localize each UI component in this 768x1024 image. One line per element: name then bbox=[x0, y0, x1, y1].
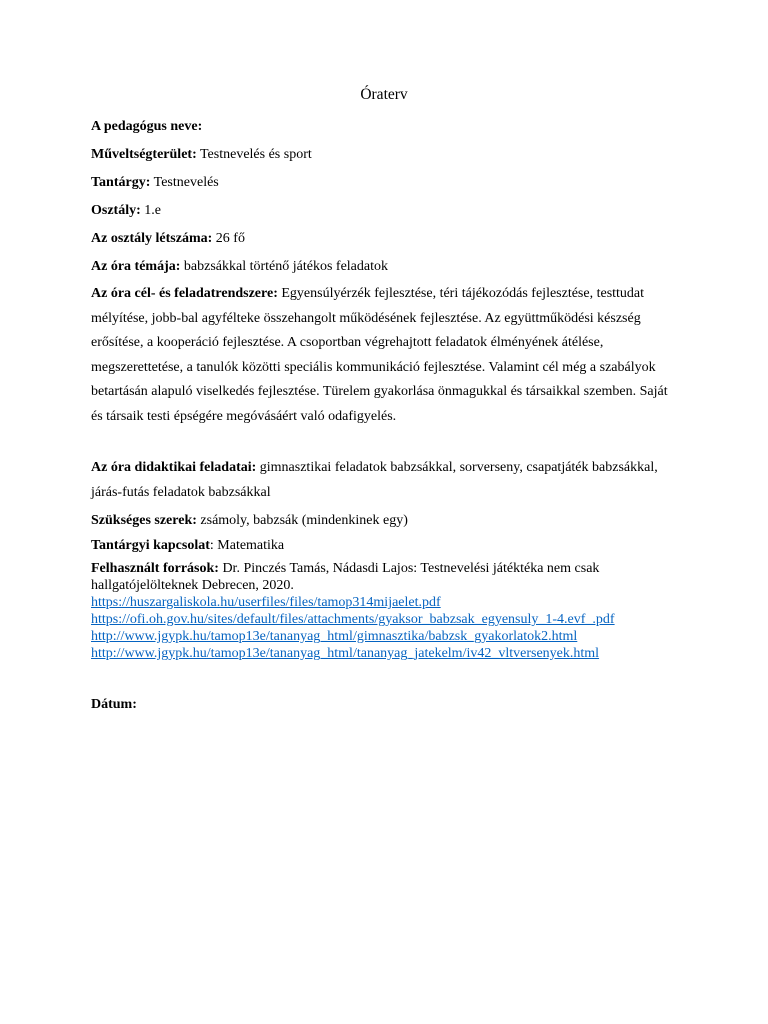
subject-area-field bbox=[91, 146, 681, 163]
didactic-tasks-paragraph bbox=[91, 456, 681, 505]
headcount-label: Az osztály létszáma: bbox=[91, 231, 213, 246]
lesson-goals-label: Az óra cél- és feladatrendszere: bbox=[91, 286, 278, 301]
teacher-name-field bbox=[91, 118, 681, 135]
equipment-field bbox=[91, 512, 681, 529]
headcount-value: 26 fő bbox=[215, 231, 245, 246]
class-value: 1.e bbox=[144, 203, 161, 218]
sources-value: Dr. Pinczés Tamás, Nádasdi Lajos: Testnevelési játéktéka nem csak hallgatójelölteknek Debrecen, 2020. bbox=[91, 561, 600, 593]
teacher-name-label: A pedagógus neve: bbox=[91, 119, 203, 134]
lesson-goals-value: Egyensúlyérzék fejlesztése, téri tájékozódás fejlesztése, testtudat mélyítése, jobb-bal agyfélteke összehangolt működésének fejlesztése. Az együttműködési készség erősítése, a kooperáció fejlesztése. A csoportban végrehajtott feladatok élményének átélése, megszerettetése, a tanulók közötti speciális kommunikáció fejlesztése. Valamint cél még a szabályok betartásán alapuló viselkedés fejlesztése. Türelem gyakorlása önmagukkal és társaikkal szemben. Saját és társaik testi épségére megóvásáért való odafigyelés. bbox=[91, 286, 668, 424]
subject-label: Tantárgy: bbox=[91, 175, 151, 190]
headcount-field bbox=[91, 230, 681, 247]
lesson-topic-value: babzsákkal történő játékos feladatok bbox=[183, 259, 388, 274]
sources-section bbox=[91, 560, 691, 662]
lesson-goals-paragraph bbox=[91, 282, 681, 429]
equipment-label: Szükséges szerek: bbox=[91, 513, 197, 528]
lesson-topic-label: Az óra témája: bbox=[91, 259, 181, 274]
lesson-topic-field bbox=[91, 258, 681, 275]
class-field bbox=[91, 202, 681, 219]
equipment-value: zsámoly, babzsák (mindenkinek egy) bbox=[200, 513, 408, 528]
subject-area-label: Műveltségterület: bbox=[91, 147, 197, 162]
class-label: Osztály: bbox=[91, 203, 141, 218]
date-field bbox=[91, 696, 681, 713]
source-link-3[interactable]: http://www.jgypk.hu/tamop13e/tananyag_html/gimnasztika/babzsk_gyakorlatok2.html bbox=[91, 629, 578, 644]
subject-area-value: Testnevelés és sport bbox=[199, 147, 312, 162]
subject-field bbox=[91, 174, 681, 191]
document-title: Óraterv bbox=[360, 86, 408, 103]
subject-relation-value: : Matematika bbox=[209, 538, 285, 553]
didactic-tasks-value: gimnasztikai feladatok babzsákkal, sorverseny, csapatjáték babzsákkal, járás-futás feladatok babzsákkal bbox=[91, 460, 658, 500]
sources-text bbox=[91, 560, 691, 594]
source-link-2[interactable]: https://ofi.oh.gov.hu/sites/default/files/attachments/gyaksor_babzsak_egyensuly_1-4.evf_.pdf bbox=[91, 612, 615, 627]
sources-label: Felhasznált források: bbox=[91, 561, 219, 576]
subject-value: Testnevelés bbox=[153, 175, 219, 190]
date-label: Dátum: bbox=[91, 697, 137, 712]
source-link-1[interactable]: https://huszargaliskola.hu/userfiles/files/tamop314mijaelet.pdf bbox=[91, 595, 441, 610]
didactic-tasks-label: Az óra didaktikai feladatai: bbox=[91, 460, 257, 475]
subject-relation-label: Tantárgyi kapcsolat bbox=[91, 538, 210, 553]
subject-relation-field bbox=[91, 537, 681, 554]
source-link-4[interactable]: http://www.jgypk.hu/tamop13e/tananyag_html/tananyag_jatekelm/iv42_vltversenyek.html bbox=[91, 646, 600, 661]
